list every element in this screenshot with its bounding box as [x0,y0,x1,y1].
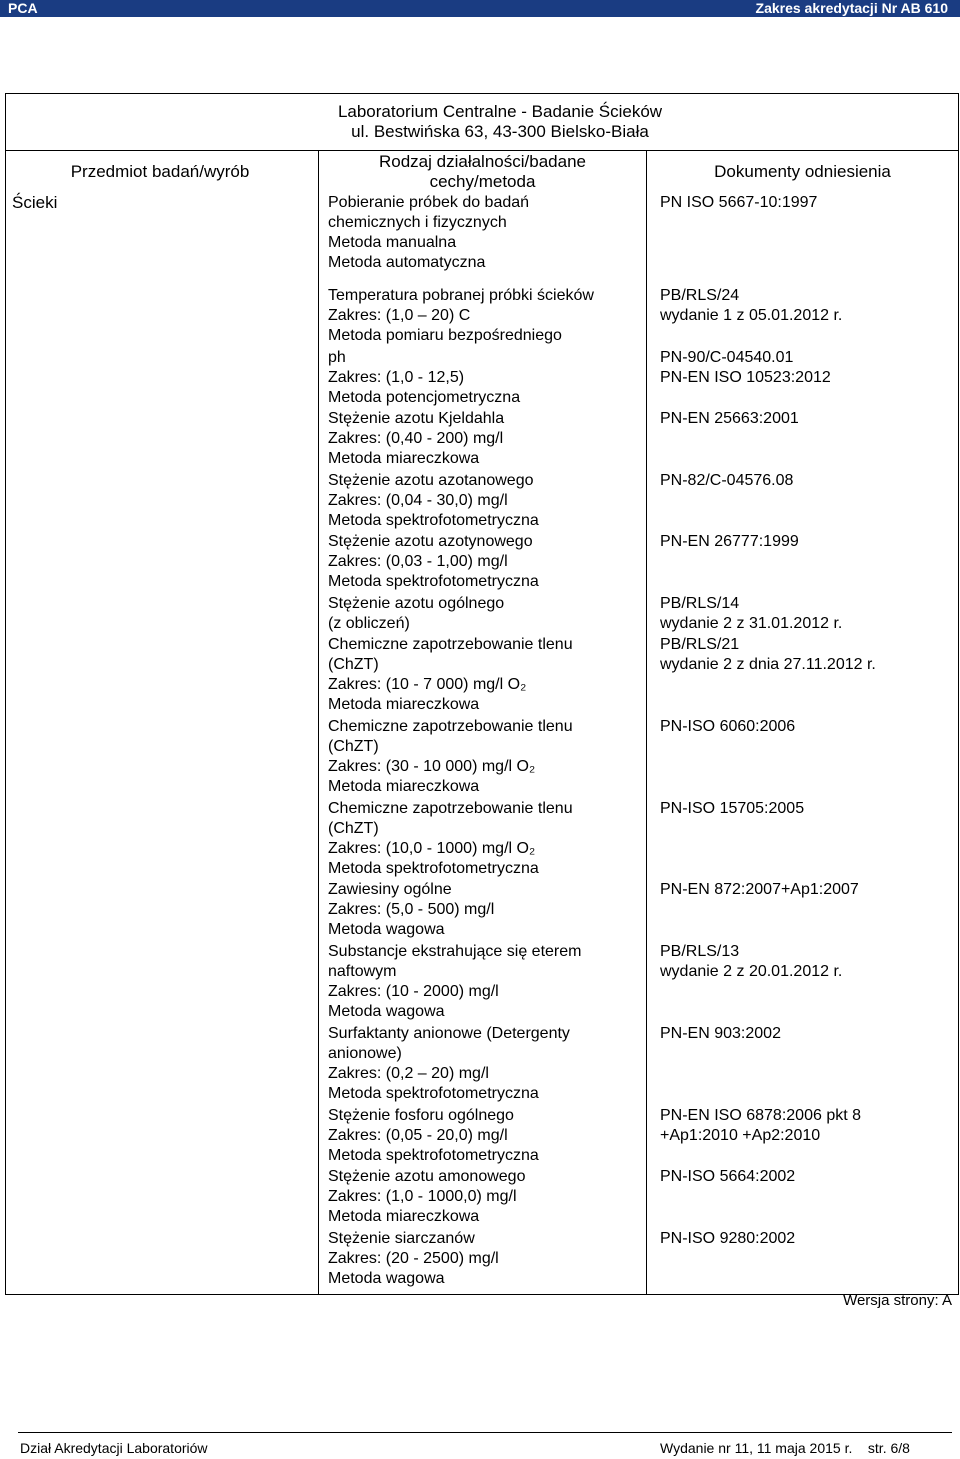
test-method-cell [328,635,646,715]
test-method-line: Metoda spektrofotometryczna [328,512,539,529]
test-document-cell [660,348,950,388]
sampling-line: Metoda manualna [328,234,457,251]
test-method-line: Zakres: (30 - 10 000) mg/l O₂ [328,758,536,775]
column-header-activity-line2: cechy/metoda [429,172,536,191]
sampling-doc: PN ISO 5667-10:1997 [660,194,818,211]
test-method-line: Stężenie azotu Kjeldahla [328,410,505,427]
test-method-cell [328,1024,646,1104]
test-document-cell [660,942,950,982]
test-method-line: Metoda miareczkowa [328,1208,480,1225]
lab-heading [330,102,670,142]
test-document-cell [660,594,950,634]
test-method-line: (ChZT) [328,820,379,837]
test-method-line: Zakres: (0,05 - 20,0) mg/l [328,1127,508,1144]
test-document-line: PN-ISO 9280:2002 [660,1230,796,1247]
test-method-line: Zakres: (1,0 - 1000,0) mg/l [328,1188,517,1205]
test-method-cell [328,471,646,531]
test-method-line: Metoda spektrofotometryczna [328,1085,539,1102]
column-header-documents: Dokumenty odniesienia [714,162,891,181]
test-method-line: Metoda wagowa [328,1003,445,1020]
test-method-cell [328,1229,646,1289]
test-method-line: ph [328,349,346,366]
test-method-cell [328,286,646,346]
column-divider-2 [646,150,647,1294]
test-document-cell [660,717,950,737]
test-method-cell [328,348,646,408]
test-method-line: Metoda miareczkowa [328,696,480,713]
header-right-label: Zakres akredytacji Nr AB 610 [755,0,948,16]
test-document-line: wydanie 2 z 20.01.2012 r. [660,963,843,980]
lab-address: ul. Bestwińska 63, 43-300 Bielsko-Biała [351,122,649,141]
column-header-activity-line1: Rodzaj działalności/badane [379,152,586,171]
test-method-line: Zakres: (1,0 – 20) C [328,307,471,324]
test-method-line: Metoda potencjometryczna [328,389,521,406]
test-method-line: Metoda wagowa [328,921,445,938]
test-method-cell [328,880,646,940]
test-document-line: wydanie 1 z 05.01.2012 r. [660,307,843,324]
test-method-line: (ChZT) [328,738,379,755]
test-method-line: Substancje ekstrahujące się eterem [328,943,582,960]
test-document-line: PN-EN 26777:1999 [660,533,799,550]
footer-right: Wydanie nr 11, 11 maja 2015 r. str. 6/8 [660,1440,910,1456]
test-document-line: PN-EN ISO 10523:2012 [660,369,831,386]
test-method-line: Stężenie fosforu ogólnego [328,1107,514,1124]
test-document-line: +Ap1:2010 +Ap2:2010 [660,1127,821,1144]
footer-divider [18,1432,952,1433]
test-document-line: PN-ISO 6060:2006 [660,718,796,735]
test-document-line: PN-ISO 15705:2005 [660,800,805,817]
test-document-cell [660,409,950,429]
test-method-line: Metoda wagowa [328,1270,445,1287]
test-method-line: Stężenie azotu ogólnego [328,595,505,612]
test-method-line: naftowym [328,963,397,980]
test-method-line: Metoda spektrofotometryczna [328,573,539,590]
test-method-line: Zakres: (10 - 2000) mg/l [328,983,499,1000]
test-document-cell [660,1167,950,1187]
test-method-line: Metoda miareczkowa [328,450,480,467]
header-divider [5,150,958,151]
test-method-line: Zakres: (5,0 - 500) mg/l [328,901,495,918]
test-method-cell [328,1106,646,1166]
test-method-line: Zakres: (0,04 - 30,0) mg/l [328,492,508,509]
test-document-cell [660,1024,950,1044]
test-document-cell [660,532,950,552]
test-method-line: Chemiczne zapotrzebowanie tlenu [328,718,573,735]
page-version: Wersja strony: A [843,1292,952,1309]
test-method-line: Zakres: (20 - 2500) mg/l [328,1250,499,1267]
test-method-line: Metoda spektrofotometryczna [328,1147,539,1164]
test-document-line: PN-EN 903:2002 [660,1025,781,1042]
sampling-line: Pobieranie próbek do badań [328,194,530,211]
test-method-line: Zakres: (0,2 – 20) mg/l [328,1065,489,1082]
test-document-line: PN-EN ISO 6878:2006 pkt 8 [660,1107,861,1124]
test-method-cell [328,594,646,634]
test-document-line: PN-EN 25663:2001 [660,410,799,427]
column-header-activity [320,152,645,192]
test-document-line: PN-90/C-04540.01 [660,349,794,366]
column-divider-1 [318,150,319,1294]
test-method-line: Chemiczne zapotrzebowanie tlenu [328,800,573,817]
test-method-line: Metoda spektrofotometryczna [328,860,539,877]
test-method-line: Zakres: (0,40 - 200) mg/l [328,430,504,447]
test-document-line: PN-ISO 5664:2002 [660,1168,796,1185]
test-method-line: Zakres: (1,0 - 12,5) [328,369,465,386]
test-document-line: PN-82/C-04576.08 [660,472,794,489]
test-document-line: PN-EN 872:2007+Ap1:2007 [660,881,859,898]
column-header-subject: Przedmiot badań/wyrób [70,162,250,181]
test-method-line: Metoda pomiaru bezpośredniego [328,327,562,344]
test-document-cell [660,635,950,675]
test-method-cell [328,1167,646,1227]
test-document-cell [660,1106,950,1146]
test-method-line: Stężenie azotu amonowego [328,1168,526,1185]
test-document-line: PB/RLS/13 [660,943,740,960]
header-left-label: PCA [8,0,38,16]
test-document-cell [660,1229,950,1249]
test-document-line: wydanie 2 z dnia 27.11.2012 r. [660,656,876,673]
lab-name: Laboratorium Centralne - Badanie Ścieków [337,102,663,121]
test-document-line: wydanie 2 z 31.01.2012 r. [660,615,843,632]
test-method-line: Temperatura pobranej próbki ścieków [328,287,594,304]
test-method-line: Zawiesiny ogólne [328,881,452,898]
subject-cell: Ścieki [12,193,58,212]
sampling-line: Metoda automatyczna [328,254,486,271]
test-document-line: PB/RLS/14 [660,595,740,612]
sampling-cell [328,193,646,273]
test-document-line: PB/RLS/24 [660,287,740,304]
test-method-line: Zakres: (10,0 - 1000) mg/l O₂ [328,840,536,857]
test-method-line: Zakres: (0,03 - 1,00) mg/l [328,553,508,570]
header-bar [0,0,960,17]
test-method-cell [328,799,646,879]
test-method-line: Stężenie azotu azotanowego [328,472,534,489]
test-method-cell [328,942,646,1022]
test-method-line: anionowe) [328,1045,402,1062]
test-method-line: Surfaktanty anionowe (Detergenty [328,1025,570,1042]
test-document-cell [660,471,950,491]
test-document-cell [660,286,950,326]
test-method-line: Chemiczne zapotrzebowanie tlenu [328,636,573,653]
test-method-cell [328,532,646,592]
test-document-cell [660,799,950,819]
sampling-line: chemicznych i fizycznych [328,214,507,231]
test-method-line: (ChZT) [328,656,379,673]
test-method-cell [328,409,646,469]
test-document-cell [660,880,950,900]
footer-left: Dział Akredytacji Laboratoriów [20,1440,208,1456]
test-method-line: Metoda miareczkowa [328,778,480,795]
test-method-line: Stężenie siarczanów [328,1230,475,1247]
test-method-cell [328,717,646,797]
test-method-line: Zakres: (10 - 7 000) mg/l O₂ [328,676,527,693]
test-method-line: Stężenie azotu azotynowego [328,533,533,550]
test-document-line: PB/RLS/21 [660,636,740,653]
test-method-line: (z obliczeń) [328,615,410,632]
